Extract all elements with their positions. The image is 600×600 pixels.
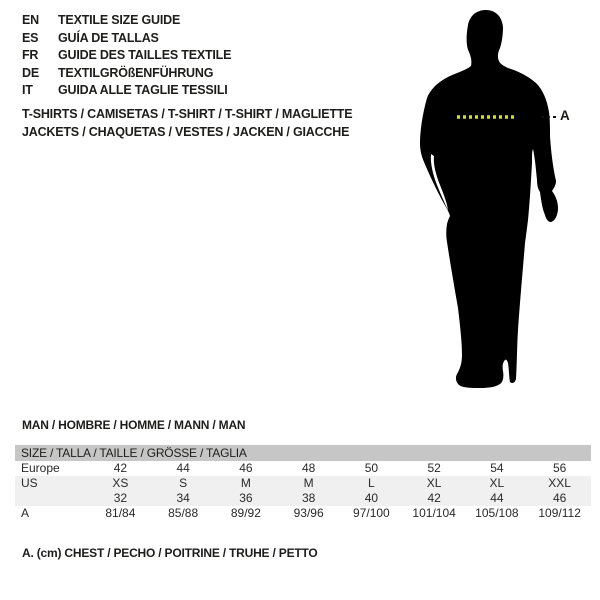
row-label: US <box>21 476 38 490</box>
size-cell: 81/84 <box>105 506 136 520</box>
size-cell: 93/96 <box>293 506 324 520</box>
size-cell: 89/92 <box>230 506 261 520</box>
gender-title: MAN / HOMBRE / HOMME / MANN / MAN <box>22 418 246 432</box>
size-table <box>15 445 591 521</box>
size-cell: 36 <box>239 491 253 505</box>
language-code: DE <box>22 65 39 80</box>
silhouette-body <box>420 10 558 388</box>
language-label: TEXTILGRÖßENFÜHRUNG <box>58 65 214 80</box>
size-cell: 38 <box>301 491 316 505</box>
size-cell: 44 <box>490 491 504 505</box>
category-tshirts: T-SHIRTS / CAMISETAS / T-SHIRT / T-SHIRT / MAGLIETTE <box>22 107 353 121</box>
category-jackets: JACKETS / CHAQUETAS / VESTES / JACKEN / GIACCHE <box>22 124 350 139</box>
size-cell: 42 <box>113 461 128 475</box>
language-title-list <box>22 12 231 100</box>
size-cell: M <box>303 476 314 490</box>
list-item <box>22 47 231 65</box>
language-code: EN <box>22 13 39 27</box>
row-label: A <box>21 506 30 520</box>
list-item <box>22 82 231 100</box>
size-cell: 101/104 <box>412 506 456 520</box>
size-cell: 48 <box>301 461 316 475</box>
row-label <box>15 491 89 506</box>
size-cell: 46 <box>552 491 567 505</box>
size-cell: L <box>368 476 375 490</box>
size-cell: 32 <box>113 491 128 505</box>
language-label: TEXTILE SIZE GUIDE <box>58 13 181 27</box>
language-code: FR <box>22 48 39 62</box>
size-cell: XL <box>489 476 505 490</box>
size-cell: 105/108 <box>475 506 519 520</box>
language-code: IT <box>22 83 33 97</box>
size-table-header: SIZE / TALLA / TAILLE / GRÖSSE / TAGLIA <box>15 445 591 461</box>
size-cell: 42 <box>427 491 441 505</box>
size-cell: 54 <box>490 461 504 475</box>
size-cell: 34 <box>176 491 190 505</box>
size-cell: 40 <box>364 491 379 505</box>
measure-label-a: A <box>560 108 570 123</box>
size-cell: 46 <box>239 461 253 475</box>
size-cell: 44 <box>176 461 190 475</box>
list-item <box>22 30 231 48</box>
size-cell: XL <box>426 476 442 490</box>
measurement-legend: A. (cm) CHEST / PECHO / POITRINE / TRUHE / PETTO <box>22 546 318 560</box>
size-cell: 97/100 <box>353 506 390 520</box>
list-item <box>22 12 231 30</box>
size-cell: 85/88 <box>168 506 199 520</box>
size-cell: XXL <box>548 476 571 490</box>
language-label: GUÍA DE TALLAS <box>58 30 159 45</box>
list-item <box>22 65 231 83</box>
table-row-chest <box>15 506 591 521</box>
language-code: ES <box>22 30 39 45</box>
man-silhouette-figure <box>400 0 585 420</box>
category-block <box>22 106 352 141</box>
size-cell: M <box>240 476 251 490</box>
table-row-us-number <box>15 491 591 506</box>
size-cell: 50 <box>364 461 379 475</box>
size-cell: S <box>179 476 188 490</box>
row-label: Europe <box>21 461 60 475</box>
table-row-europe <box>15 461 591 476</box>
language-label: GUIDE DES TAILLES TEXTILE <box>58 48 232 62</box>
size-cell: XS <box>112 476 129 490</box>
size-cell: 109/112 <box>538 506 581 520</box>
man-silhouette <box>400 0 585 420</box>
table-row-us-letter <box>15 476 591 491</box>
size-cell: 56 <box>552 461 567 475</box>
size-cell: 52 <box>427 461 441 475</box>
language-label: GUIDA ALLE TAGLIE TESSILI <box>58 83 228 97</box>
